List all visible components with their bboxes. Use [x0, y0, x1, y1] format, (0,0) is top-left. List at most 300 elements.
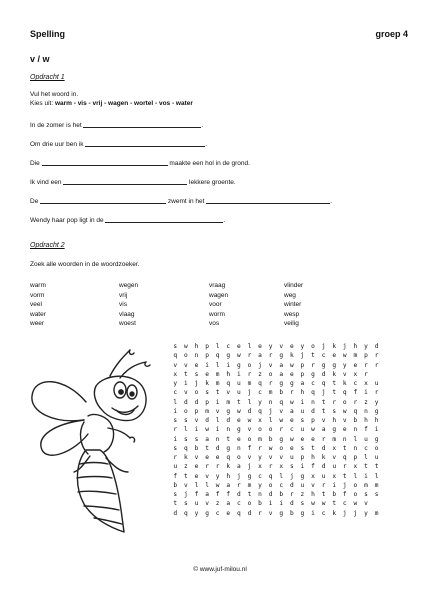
grid-letter[interactable]: s	[184, 435, 188, 443]
grid-letter[interactable]: s	[300, 417, 305, 424]
grid-letter[interactable]: r	[258, 509, 262, 517]
grid-letter[interactable]: v	[268, 509, 273, 517]
grid-letter[interactable]: o	[247, 361, 252, 369]
grid-letter[interactable]: w	[205, 426, 209, 434]
grid-letter[interactable]: k	[332, 509, 337, 517]
grid-letter[interactable]: m	[247, 481, 252, 489]
grid-letter[interactable]: e	[289, 370, 294, 378]
grid-letter[interactable]: o	[268, 370, 273, 378]
grid-letter[interactable]: s	[364, 491, 368, 498]
grid-letter[interactable]: c	[258, 389, 262, 397]
grid-letter[interactable]: t	[321, 407, 326, 415]
grid-letter[interactable]: o	[279, 444, 284, 452]
grid-letter[interactable]: j	[236, 472, 241, 480]
grid-letter[interactable]: x	[258, 417, 262, 424]
grid-letter[interactable]: n	[215, 435, 220, 443]
grid-letter[interactable]: s	[332, 407, 337, 415]
grid-letter[interactable]: n	[364, 407, 368, 415]
grid-letter[interactable]: f	[342, 491, 347, 498]
grid-letter[interactable]: y	[364, 509, 368, 517]
grid-letter[interactable]: v	[194, 417, 199, 424]
grid-letter[interactable]: e	[332, 352, 337, 360]
grid-letter[interactable]: o	[236, 454, 241, 461]
grid-letter[interactable]: v	[332, 454, 337, 461]
grid-letter[interactable]: s	[184, 417, 188, 424]
grid-letter[interactable]: n	[311, 398, 315, 406]
grid-letter[interactable]: j	[247, 463, 252, 471]
grid-letter[interactable]: a	[205, 435, 209, 443]
grid-letter[interactable]: o	[342, 398, 347, 406]
grid-letter[interactable]: q	[268, 472, 273, 480]
grid-letter[interactable]: w	[311, 500, 315, 508]
grid-letter[interactable]: j	[258, 361, 262, 369]
grid-letter[interactable]: v	[215, 407, 220, 415]
grid-letter[interactable]: q	[321, 380, 326, 387]
grid-letter[interactable]: y	[258, 398, 262, 406]
grid-letter[interactable]: i	[173, 407, 178, 415]
grid-letter[interactable]: l	[215, 361, 220, 369]
grid-letter[interactable]: k	[184, 454, 188, 461]
grid-letter[interactable]: e	[300, 435, 305, 443]
grid-letter[interactable]: l	[173, 398, 178, 406]
grid-letter[interactable]: e	[353, 361, 358, 369]
grid-letter[interactable]: e	[194, 463, 199, 471]
grid-letter[interactable]: b	[289, 509, 294, 517]
grid-letter[interactable]: w	[353, 500, 358, 508]
grid-letter[interactable]: x	[332, 444, 337, 452]
grid-letter[interactable]: i	[173, 435, 178, 443]
grid-letter[interactable]: d	[194, 398, 199, 406]
grid-letter[interactable]: r	[321, 435, 326, 443]
grid-letter[interactable]: u	[194, 500, 199, 508]
grid-letter[interactable]: j	[184, 491, 188, 498]
grid-letter[interactable]: e	[226, 509, 231, 517]
grid-letter[interactable]: d	[268, 491, 273, 498]
grid-letter[interactable]: y	[215, 472, 220, 480]
grid-letter[interactable]: h	[332, 417, 337, 424]
grid-letter[interactable]: u	[374, 454, 379, 461]
grid-letter[interactable]: x	[353, 463, 358, 471]
grid-letter[interactable]: t	[342, 472, 347, 480]
grid-letter[interactable]: l	[247, 343, 252, 350]
grid-letter[interactable]: g	[279, 509, 284, 517]
grid-letter[interactable]: p	[300, 370, 305, 378]
grid-letter[interactable]: m	[364, 481, 368, 489]
grid-letter[interactable]: v	[184, 481, 188, 489]
grid-letter[interactable]: i	[215, 426, 220, 434]
grid-letter[interactable]: n	[236, 444, 241, 452]
answer-blank[interactable]	[85, 139, 208, 148]
grid-letter[interactable]: h	[311, 491, 315, 498]
grid-letter[interactable]: u	[374, 380, 379, 387]
grid-letter[interactable]: u	[332, 463, 337, 471]
grid-letter[interactable]: i	[268, 500, 273, 508]
grid-letter[interactable]: o	[374, 444, 379, 452]
grid-letter[interactable]: m	[268, 389, 273, 397]
grid-letter[interactable]: v	[184, 361, 188, 369]
grid-letter[interactable]: b	[279, 389, 284, 397]
grid-letter[interactable]: f	[364, 426, 368, 434]
grid-letter[interactable]: l	[364, 454, 368, 461]
grid-letter[interactable]: q	[342, 454, 347, 461]
grid-letter[interactable]: h	[374, 417, 379, 424]
grid-letter[interactable]: x	[279, 463, 284, 471]
grid-letter[interactable]: e	[215, 454, 220, 461]
grid-letter[interactable]: u	[321, 472, 326, 480]
grid-letter[interactable]: a	[236, 463, 241, 471]
grid-letter[interactable]: e	[342, 426, 347, 434]
grid-letter[interactable]: v	[342, 417, 347, 424]
grid-letter[interactable]: x	[311, 472, 315, 480]
grid-letter[interactable]: s	[289, 463, 294, 471]
grid-letter[interactable]: r	[236, 481, 241, 489]
grid-letter[interactable]: n	[226, 426, 231, 434]
grid-letter[interactable]: z	[215, 500, 220, 508]
grid-letter[interactable]: c	[321, 509, 326, 517]
grid-letter[interactable]: c	[311, 380, 315, 387]
grid-letter[interactable]: i	[215, 398, 220, 406]
grid-letter[interactable]: i	[194, 426, 199, 434]
grid-letter[interactable]: l	[353, 472, 358, 480]
grid-letter[interactable]: c	[173, 389, 178, 397]
grid-letter[interactable]: r	[205, 463, 209, 471]
grid-letter[interactable]: l	[353, 435, 358, 443]
grid-letter[interactable]: r	[215, 463, 220, 471]
grid-letter[interactable]: y	[268, 343, 273, 350]
grid-letter[interactable]: s	[205, 389, 209, 397]
grid-letter[interactable]: o	[258, 426, 262, 434]
grid-letter[interactable]: q	[173, 352, 178, 360]
grid-letter[interactable]: m	[353, 352, 358, 360]
grid-letter[interactable]: s	[173, 343, 178, 350]
grid-letter[interactable]: p	[364, 352, 368, 360]
grid-letter[interactable]: l	[279, 472, 284, 480]
grid-letter[interactable]: i	[332, 481, 337, 489]
grid-letter[interactable]: g	[226, 407, 231, 415]
grid-letter[interactable]: m	[374, 509, 379, 517]
grid-letter[interactable]: q	[236, 509, 241, 517]
grid-letter[interactable]: v	[279, 454, 284, 461]
grid-letter[interactable]: n	[258, 491, 262, 498]
grid-letter[interactable]: f	[247, 444, 252, 452]
grid-letter[interactable]: i	[374, 426, 379, 434]
grid-letter[interactable]: q	[258, 407, 262, 415]
grid-letter[interactable]: t	[173, 500, 178, 508]
grid-letter[interactable]: i	[184, 380, 188, 387]
grid-letter[interactable]: t	[364, 463, 368, 471]
grid-letter[interactable]: q	[258, 380, 262, 387]
grid-letter[interactable]: e	[289, 343, 294, 350]
grid-letter[interactable]: c	[353, 380, 358, 387]
grid-letter[interactable]: d	[184, 398, 188, 406]
grid-letter[interactable]: g	[300, 509, 305, 517]
grid-letter[interactable]: j	[194, 380, 199, 387]
grid-letter[interactable]: d	[236, 491, 241, 498]
grid-letter[interactable]: t	[311, 444, 315, 452]
grid-letter[interactable]: w	[236, 407, 241, 415]
grid-letter[interactable]: y	[173, 380, 178, 387]
grid-letter[interactable]: v	[226, 389, 231, 397]
grid-letter[interactable]: v	[268, 454, 273, 461]
grid-letter[interactable]: m	[226, 398, 231, 406]
grid-letter[interactable]: f	[215, 491, 220, 498]
grid-letter[interactable]: s	[173, 444, 178, 452]
grid-letter[interactable]: r	[364, 370, 368, 378]
grid-letter[interactable]: u	[173, 463, 178, 471]
grid-letter[interactable]: c	[364, 444, 368, 452]
grid-letter[interactable]: g	[374, 407, 379, 415]
grid-letter[interactable]: x	[258, 463, 262, 471]
grid-letter[interactable]: c	[226, 343, 231, 350]
grid-letter[interactable]: i	[300, 398, 305, 406]
grid-letter[interactable]: y	[364, 343, 368, 350]
grid-letter[interactable]: w	[236, 352, 241, 360]
grid-letter[interactable]: l	[215, 343, 220, 350]
grid-letter[interactable]: l	[205, 481, 209, 489]
grid-letter[interactable]: r	[374, 352, 379, 360]
grid-letter[interactable]: t	[215, 389, 220, 397]
grid-letter[interactable]: r	[247, 370, 252, 378]
grid-letter[interactable]: o	[247, 500, 252, 508]
grid-letter[interactable]: e	[205, 370, 209, 378]
grid-letter[interactable]: b	[353, 417, 358, 424]
grid-letter[interactable]: b	[268, 435, 273, 443]
grid-letter[interactable]: f	[226, 491, 231, 498]
grid-letter[interactable]: u	[300, 407, 305, 415]
grid-letter[interactable]: o	[247, 435, 252, 443]
grid-letter[interactable]: d	[321, 463, 326, 471]
grid-letter[interactable]: j	[342, 481, 347, 489]
grid-letter[interactable]: a	[300, 380, 305, 387]
grid-letter[interactable]: v	[173, 361, 178, 369]
grid-letter[interactable]: w	[215, 481, 220, 489]
grid-letter[interactable]: k	[332, 370, 337, 378]
grid-letter[interactable]: q	[215, 352, 220, 360]
grid-letter[interactable]: l	[374, 472, 379, 480]
grid-letter[interactable]: i	[236, 370, 241, 378]
grid-letter[interactable]: s	[300, 444, 305, 452]
grid-letter[interactable]: e	[236, 343, 241, 350]
grid-letter[interactable]: a	[258, 352, 262, 360]
grid-letter[interactable]: j	[321, 389, 326, 397]
grid-letter[interactable]: d	[289, 500, 294, 508]
grid-letter[interactable]: r	[342, 463, 347, 471]
grid-letter[interactable]: c	[236, 500, 241, 508]
grid-letter[interactable]: u	[300, 481, 305, 489]
grid-letter[interactable]: j	[268, 407, 273, 415]
grid-letter[interactable]: w	[289, 435, 294, 443]
grid-letter[interactable]: d	[247, 509, 252, 517]
grid-letter[interactable]: w	[289, 398, 294, 406]
grid-letter[interactable]: h	[194, 343, 199, 350]
grid-letter[interactable]: m	[205, 407, 209, 415]
grid-letter[interactable]: v	[205, 472, 209, 480]
word-search-grid[interactable]	[170, 342, 382, 518]
grid-letter[interactable]: b	[279, 491, 284, 498]
grid-letter[interactable]: g	[279, 380, 284, 387]
grid-letter[interactable]: t	[332, 380, 337, 387]
grid-letter[interactable]: p	[205, 398, 209, 406]
grid-letter[interactable]: s	[173, 417, 178, 424]
grid-letter[interactable]: h	[226, 370, 231, 378]
grid-letter[interactable]: r	[279, 426, 284, 434]
grid-letter[interactable]: a	[289, 407, 294, 415]
grid-letter[interactable]: v	[364, 500, 368, 508]
answer-blank[interactable]	[105, 215, 226, 224]
grid-letter[interactable]: r	[353, 398, 358, 406]
grid-letter[interactable]: o	[194, 389, 199, 397]
grid-letter[interactable]: p	[300, 361, 305, 369]
grid-letter[interactable]: m	[258, 435, 262, 443]
grid-letter[interactable]: f	[194, 491, 199, 498]
grid-letter[interactable]: k	[321, 454, 326, 461]
grid-letter[interactable]: g	[236, 361, 241, 369]
grid-letter[interactable]: r	[268, 463, 273, 471]
grid-letter[interactable]: e	[194, 472, 199, 480]
grid-letter[interactable]: g	[321, 361, 326, 369]
grid-letter[interactable]: t	[374, 463, 379, 471]
grid-letter[interactable]: n	[353, 444, 358, 452]
grid-letter[interactable]: t	[321, 398, 326, 406]
grid-letter[interactable]: g	[332, 426, 337, 434]
grid-letter[interactable]: b	[173, 481, 178, 489]
grid-letter[interactable]: r	[321, 481, 326, 489]
grid-letter[interactable]: r	[268, 380, 273, 387]
grid-letter[interactable]: o	[268, 481, 273, 489]
grid-letter[interactable]: q	[184, 444, 188, 452]
grid-letter[interactable]: e	[289, 444, 294, 452]
grid-letter[interactable]: w	[342, 407, 347, 415]
grid-letter[interactable]: p	[205, 352, 209, 360]
grid-letter[interactable]: t	[321, 491, 326, 498]
grid-letter[interactable]: q	[184, 509, 188, 517]
grid-letter[interactable]: r	[258, 444, 262, 452]
grid-letter[interactable]: o	[311, 343, 315, 350]
grid-letter[interactable]: j	[342, 343, 347, 350]
grid-letter[interactable]: r	[289, 491, 294, 498]
grid-letter[interactable]: e	[258, 343, 262, 350]
grid-letter[interactable]: i	[226, 361, 231, 369]
grid-letter[interactable]: v	[184, 389, 188, 397]
grid-letter[interactable]: e	[194, 361, 199, 369]
grid-letter[interactable]: l	[247, 398, 252, 406]
grid-letter[interactable]: x	[364, 380, 368, 387]
grid-letter[interactable]: g	[300, 472, 305, 480]
grid-letter[interactable]: y	[258, 481, 262, 489]
grid-letter[interactable]: z	[184, 463, 188, 471]
grid-letter[interactable]: v	[279, 343, 284, 350]
grid-letter[interactable]: w	[311, 426, 315, 434]
grid-letter[interactable]: i	[300, 463, 305, 471]
grid-letter[interactable]: f	[353, 389, 358, 397]
grid-letter[interactable]: w	[279, 417, 284, 424]
grid-letter[interactable]: y	[194, 509, 199, 517]
grid-letter[interactable]: y	[342, 361, 347, 369]
grid-letter[interactable]: f	[173, 472, 178, 480]
grid-letter[interactable]: k	[332, 343, 337, 350]
grid-letter[interactable]: x	[173, 370, 178, 378]
grid-letter[interactable]: t	[311, 352, 315, 360]
grid-letter[interactable]: s	[173, 491, 178, 498]
grid-letter[interactable]: o	[353, 491, 358, 498]
grid-letter[interactable]: g	[279, 435, 284, 443]
grid-letter[interactable]: n	[268, 398, 273, 406]
grid-letter[interactable]: d	[215, 444, 220, 452]
grid-letter[interactable]: k	[342, 380, 347, 387]
grid-letter[interactable]: b	[194, 444, 199, 452]
grid-letter[interactable]: p	[205, 343, 209, 350]
grid-letter[interactable]: t	[342, 444, 347, 452]
grid-letter[interactable]: m	[215, 380, 220, 387]
grid-letter[interactable]: r	[364, 361, 368, 369]
grid-letter[interactable]: w	[268, 444, 273, 452]
grid-letter[interactable]: q	[226, 380, 231, 387]
grid-letter[interactable]: y	[374, 398, 379, 406]
grid-letter[interactable]: a	[321, 426, 326, 434]
grid-letter[interactable]: e	[289, 417, 294, 424]
grid-letter[interactable]: h	[311, 454, 315, 461]
answer-blank[interactable]	[83, 120, 204, 129]
grid-letter[interactable]: j	[321, 343, 326, 350]
grid-letter[interactable]: d	[311, 407, 315, 415]
grid-letter[interactable]: i	[364, 472, 368, 480]
grid-letter[interactable]: k	[226, 463, 231, 471]
grid-letter[interactable]: h	[353, 343, 358, 350]
grid-letter[interactable]: b	[332, 491, 337, 498]
grid-letter[interactable]: u	[289, 454, 294, 461]
grid-letter[interactable]: m	[374, 481, 379, 489]
answer-blank[interactable]	[63, 177, 187, 185]
grid-letter[interactable]: m	[332, 435, 337, 443]
grid-letter[interactable]: g	[332, 361, 337, 369]
grid-letter[interactable]: w	[342, 352, 347, 360]
grid-letter[interactable]: m	[215, 370, 220, 378]
grid-letter[interactable]: y	[300, 343, 305, 350]
grid-letter[interactable]: n	[353, 426, 358, 434]
grid-letter[interactable]: k	[289, 352, 294, 360]
grid-letter[interactable]: s	[184, 500, 188, 508]
grid-letter[interactable]: c	[215, 509, 220, 517]
grid-letter[interactable]: q	[342, 389, 347, 397]
grid-letter[interactable]: j	[300, 352, 305, 360]
grid-letter[interactable]: s	[194, 435, 199, 443]
grid-letter[interactable]: d	[247, 407, 252, 415]
grid-letter[interactable]: u	[236, 380, 241, 387]
grid-letter[interactable]: c	[289, 426, 294, 434]
grid-letter[interactable]: h	[364, 417, 368, 424]
grid-letter[interactable]: z	[364, 398, 368, 406]
grid-letter[interactable]: z	[258, 370, 262, 378]
answer-blank[interactable]	[42, 158, 168, 166]
grid-letter[interactable]: p	[300, 454, 305, 461]
grid-letter[interactable]: t	[184, 370, 188, 378]
grid-letter[interactable]: v	[205, 500, 209, 508]
grid-letter[interactable]: j	[342, 509, 347, 517]
grid-letter[interactable]: d	[321, 370, 326, 378]
grid-letter[interactable]: v	[247, 454, 252, 461]
grid-letter[interactable]: v	[342, 370, 347, 378]
grid-letter[interactable]: l	[194, 481, 199, 489]
grid-letter[interactable]: r	[247, 352, 252, 360]
grid-letter[interactable]: a	[226, 500, 231, 508]
grid-letter[interactable]: k	[205, 380, 209, 387]
grid-letter[interactable]: h	[226, 472, 231, 480]
grid-letter[interactable]: u	[364, 435, 368, 443]
grid-letter[interactable]: j	[289, 472, 294, 480]
grid-letter[interactable]: d	[205, 417, 209, 424]
grid-letter[interactable]: x	[353, 370, 358, 378]
grid-letter[interactable]: t	[332, 500, 337, 508]
